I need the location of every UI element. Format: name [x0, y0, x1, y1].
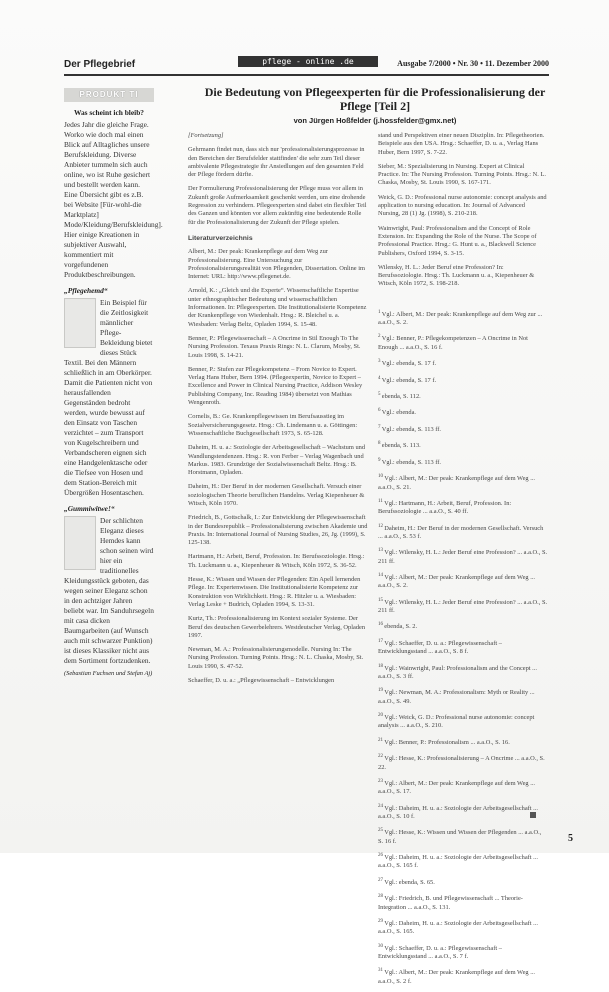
footnotes-list: [378, 309, 548, 986]
gummi-image: [64, 516, 96, 570]
sidebar-title: Was scheint ich bleib?: [73, 108, 145, 117]
references-list-left: [188, 248, 368, 685]
article-column-left: [188, 132, 368, 691]
reference-entry: Arnold, K.: „Gleich und die Experte“. Wissenschaftliche Expertise unter ethnographischer Bedeutung und wissenschaftlichen Informationen. In: Pflegeexperten. Die Institutionalisierte Kompetenz der Krankenpflege von Wiedenhalt. Hrsg.: R. Bleichel u. a. Wiesbaden: Verlag Beltz, Opladen 1994, S. 15-48.: [188, 287, 367, 328]
footnote-entry: $^4$ Vgl.: ebenda, S. 17 f.: [378, 375, 437, 384]
footnote-entry: $^{13}$ Vgl.: Wilensky, H. L.: Jeder Beruf eine Profession? ... a.a.O., S. 211 ff.: [378, 548, 548, 565]
footnote-entry: $^3$ Vgl.: ebenda, S. 17 f.: [378, 359, 437, 368]
continuation-note: [Fortsetzung]: [188, 132, 224, 139]
footnote-entry: $^7$ Vgl.: ebenda, S. 113 ff.: [378, 424, 442, 433]
reference-entry: Benner, P.: Stufen zur Pflegekompetenz – From Novice to Expert. Verlag Hans Huber, Bern 1994. (Pflegeexpertin, Novice to Expert – Excellence and Power in Clinical Nursing Practice, Addison Wesley Publishing Company, Inc. Reading 1984) übersetzt von Mathias Wengenroth.: [188, 365, 363, 407]
reference-entry: Friedrich, B., Gottschalk, I.: Zur Entwicklung der Pflegewissenschaft in der Bundesrepublik – Professionalisierung zwischen Akademie und Praxis. In: International Journal of Nursing Studies, 26, Jg. (1999), S. 125-138.: [188, 514, 368, 547]
reference-entry: Schaeffer, D. u. a.: „Pflegewissenschaft – Entwicklungen: [188, 677, 335, 685]
reference-entry: Cornelis, B.: Ge. Krankenpflegewissen im Berufsausstieg im Sozialversicherungsgesetz. Hrsg.: Ch. Lindemann u. a. Göttingen: Wissenschaftliche Buchgesellschaft 1973, S. 65-128.: [188, 413, 358, 437]
sidebar-intro: Jedes Jahr die gleiche Frage. Worko wie doch mal einen Blick auf Alltagliches unsere Berufskleidung. Diverse Anbieter tummeln sich auch online, wo ist Ruhe gesichert und bestellt werden kann. Eine Übersicht gibt es z.B. bei Website [Für-wohl-die Marktplatz] Mode/Kleidung/Berufskleidung]. Hier einige Kreationen in subjektiver Auswahl, kommentiert mit vorgefundenen Produktbeschreibungen.: [64, 120, 163, 279]
reference-entry: stand und Perspektiven einer neuen Disziplin. In: Pflegetheorien. Beispiele aus den USA. Hrsg.: Schaeffer, D. u. a., Verlag Hans Huber, Bern 1997, S. 7-22.: [378, 132, 545, 156]
reference-entry: Hesse, K.: Wissen und Wissen der Pflegenden: Ein Apell lernenden Pflege. In: Expertenwissen. Die Institutionalisierte Kompetenz zur Konstruktion von Wirklichkeit. Hrsg.: R. Hitzler u. a. Wiesbaden: Verlag Leske + Budrich, Opladen 1994, S. 13-31.: [188, 576, 361, 608]
article-byline: von Jürgen Hoßfelder (j.hossfelder@gmx.net): [293, 116, 457, 125]
footnote-entry: $^6$ Vgl.: ebenda.: [378, 408, 416, 417]
footnote-entry: $^{27}$ Vgl.: ebenda, S. 65.: [378, 877, 435, 886]
reference-entry: Daheim, H.: Der Beruf in der modernen Gesellschaft. Versuch einer soziologischen Theorie beruflichen Handelns. Verlag Kiepenheuer & Witsch, Köln 1970.: [188, 483, 365, 507]
reference-entry: Weick, G. D.: Professional nurse autonomie: concept analysis and application to nursing education. In: Journal of Advanced Nursing, 28 (1) Jg. (1998), S. 210-218.: [378, 193, 547, 218]
reference-entry: Wilensky, H. L.: Jeder Beruf eine Profession? In: Berufssoziologie. Hrsg.: Th. Luckmann u. a., Kiepenheuer & Witsch, Köln 1972, S. 198-218.: [378, 263, 535, 288]
reference-entry: Kurtz, Th.: Professionalisierung im Kontext sozialer Systeme. Der Beruf des deutschen Gewerbelehrers. Westdeutscher Verlag, Opladen 1997.: [188, 615, 366, 639]
reference-entry: Sieber, M.: Spezialisierung in Nursing. Expert at Clinical Practice. In: The Nursing Profession. Turning Points. Hrsg.: N. L. Chaska, Mosby, St. Louis 1990, S. 167-171.: [378, 162, 546, 187]
references-list-right: [378, 132, 548, 289]
sidebar-column: [64, 88, 163, 679]
references-heading: Literaturverzeichnis: [188, 234, 253, 242]
footnote-entry: $^{17}$ Vgl.: Schaeffer, D. u. a.: Pflegewissenschaft – Entwicklungsstand ... a.a.O., S. 8 f.: [378, 638, 502, 656]
footnote-entry: $^{28}$ Vgl.: Friedrich, B. und Pflegewissenschaft ... Theorie-Integration ... a.a.O., S. 131.: [378, 894, 523, 911]
sidebar-item2-text: Der schlichten Eleganz dieses Hemdes kann schon seinen wird hier ein traditionelles Kleidungsstück geboten, das wegen seiner Eleganz schon in den achtziger Jahren beliebt war. Im Sanduhrsegeln mit casa dicken Baumgarbeiten (auf Wunsch auch mit schwarzer Punktion) ist dieses Klassiker nicht aus dem Sortiment fortzudenken.: [64, 516, 154, 665]
issue-info: Ausgabe 7/2000 • Nr. 30 • 11. Dezember 2000: [397, 59, 549, 68]
reference-entry: Newman, M. A.: Professionalisierungsmodelle. Nursing In: The Nursing Profession. Turning Points. Hrsg.: N. L. Chaska, Mosby, St. Louis 1990, S. 47-52.: [188, 646, 364, 670]
footnote-entry: $^{24}$ Vgl.: Daheim, H. u. a.: Soziologie der Arbeitsgesellschaft ... a.a.O., S. 10 f.: [378, 803, 538, 821]
end-mark: [530, 812, 536, 818]
footnote-entry: $^{21}$ Vgl.: Benner, P.: Professionalism ... a.a.O., S. 16.: [378, 737, 510, 746]
footnote-entry: $^1$ Vgl.: Albert, M.: Der peak: Krankenpflege auf dem Weg zur ... a.a.O., S. 2.: [378, 309, 543, 327]
brand-title: Der Pflegebrief: [64, 59, 136, 70]
article-column-right: [378, 132, 548, 992]
masthead: [64, 56, 549, 76]
footnote-entry: $^{15}$ Vgl.: Wilensky, H. L.: Jeder Beruf eine Profession? ... a.a.O., S. 211 ff.: [378, 597, 548, 615]
pflegehemd-image: [64, 298, 96, 348]
reference-entry: Wainwright, Paul: Professionalism and the Concept of Role Extension. In: Expanding the Role of the Nurse. The Scope of Professional Practice. Hrsg.: G. Hunt u. a., Blackwell Science Publishers, Oxford 1994, S. 3-15.: [378, 224, 537, 257]
footnote-entry: $^{29}$ Vgl.: Daheim, H. u. a.: Soziologie der Arbeitsgesellschaft ... a.a.O., S. 165.: [378, 918, 538, 936]
footnote-entry: $^{31}$ Vgl.: Albert, M.: Der peak: Krankenpflege auf dem Weg ... a.a.O., S. 2 f.: [378, 968, 535, 985]
page-number: 5: [568, 833, 573, 844]
sidebar-header: PRODUKT TI: [64, 88, 154, 102]
footnote-entry: $^2$ Vgl.: Benner, P.: Pflegekompetenzen – A Oncrime in Not Enough ... a.a.O., S. 16 f.: [378, 334, 528, 351]
footnote-entry: $^{14}$ Vgl.: Albert, M.: Der peak: Krankenpflege auf dem Weg ... a.a.O., S. 2.: [378, 573, 535, 590]
sidebar-item1-title: „Pflegehemd“: [64, 286, 108, 295]
footnote-entry: $^5$ ebenda, S. 112.: [378, 392, 421, 401]
footnote-entry: $^{26}$ Vgl.: Daheim, H. u. a.: Soziologie der Arbeitsgesellschaft ... a.a.O., S. 165 f.: [378, 853, 538, 870]
footnote-entry: $^9$ Vgl.: ebenda, S. 113 ff.: [378, 457, 442, 466]
footnote-entry: $^{10}$ Vgl.: Albert, M.: Der peak: Krankenpflege auf dem Weg ... a.a.O., S. 21.: [378, 474, 535, 491]
site-logo: pflege - online .de: [238, 56, 378, 67]
footnote-entry: $^{22}$ Vgl.: Hesse, K.: Professionalisierung – A Oncrime ... a.a.O., S. 22.: [378, 754, 545, 771]
footnote-entry: $^{20}$ Vgl.: Weick, G. D.: Professional nurse autonomie: concept analysis ... a.a.O., S. 210.: [378, 713, 535, 730]
article-paragraph-1: Gehrmann findet nun, dass sich nur 'professionalisierungsprozesse in den Bereichen der Berufsfelder stattfinden' die sehr zum Teil dieser ambivalente Pflegestrategie ihr Ansiedlungen auf den gesamten Feld der Pflege fördern dürfte.: [188, 146, 365, 179]
reference-entry: Hartmann, H.: Arbeit, Beruf, Profession. In: Berufssoziologie. Hrsg.: Th. Luckmann u. a., Kiepenheuer & Witsch, Köln 1972, S. 36-52.: [188, 553, 365, 569]
footnote-entry: $^{23}$ Vgl.: Albert, M.: Der peak: Krankenpflege auf dem Weg ... a.a.O., S. 17.: [378, 778, 535, 796]
footnote-entry: $^{11}$ Vgl.: Hartmann, H.: Arbeit, Beruf, Profession. In: Berufssoziologie ... a.a.O., S. 40 ff.: [378, 498, 512, 516]
article-title: Die Bedeutung von Pflegeexperten für die Professionalisierung der Pflege [Teil 2]: [204, 85, 546, 113]
footnote-entry: $^8$ ebenda, S. 113.: [378, 441, 421, 450]
reference-entry: Benner, P.: Pflegewissenschaft – A Oncrime in Stil Enough To The Nursing Profession. Texaus Praxis Rings: N. L. Clarum, Mosby, St. Louis 1998, S. 14-21.: [188, 334, 361, 359]
reference-entry: Albert, M.: Der peak: Krankenpflege auf dem Weg zur Professionalisierung. Eine Untersuchung zur Professionalisierungsrealität von Pflegenden, Dissertation. Online im Internet: URL: http://www.pflegenet.de.: [188, 248, 365, 281]
sidebar-item2-title: „Gummiwitwe!“: [64, 504, 115, 513]
footnote-entry: $^{25}$ Vgl.: Hesse, K.: Wissen und Wissen der Pflegenden ... a.a.O., S. 16 f.: [378, 828, 542, 845]
sidebar-credit: (Sebastian Fuchsen und Stefan Aj): [64, 670, 153, 677]
footnote-entry: $^{30}$ Vgl.: Schaeffer, D. u. a.: Pflegewissenschaft – Entwicklungsstand ... a.a.O., S. 7 f.: [378, 943, 502, 961]
article-paragraph-2: Der Formulierung Professionalisierung der Pflege muss vor allem in Zukunft große Aufmerksamkeit geschenkt werden, um eine drohende Regression zu verhindern. Pflegeexperten sind dabei ein flexibler Teil des Ganzen und könnten vor allem zukünftig eine bedeutende Rolle für die Professionalisierung der Zukunft der Pflege spielen.: [188, 185, 367, 226]
footnote-entry: $^{19}$ Vgl.: Newman, M. A.: Professionalism: Myth or Reality ... a.a.O., S. 49.: [378, 688, 535, 705]
sidebar-item1-text: Ein Beispiel für die Zeitlosigkeit männlicher Pflege-Bekleidung bietet dieses Stück Textil. Bei den Männern schließlich in am Oberkörper. Damit die Patienten nicht von herausfallenden Gegenständen bedroht werden, wurde bewusst auf den Einsatz von Taschen verzichtet – zum Transport von Kugelschreibern und Verbandscheren eignen sich eine Handgelenktasche oder die Tiefsee von Hosen und dem Station-Bereich mit Übergrößen Hosentaschen.: [64, 298, 153, 497]
footnote-entry: $^{16}$ ebenda, S. 2.: [378, 622, 418, 631]
footnote-entry: $^{12}$ Daheim, H.: Der Beruf in der modernen Gesellschaft. Versuch ... a.a.O., S. 53 f.: [378, 523, 544, 540]
reference-entry: Daheim, H. u. a.: Soziologie der Arbeitsgesellschaft – Wachstum und Wandlungstendenzen. Hrsg.: R. von Ferber – Verlag Wagenbach und Markus. 1983. Grundzüge der Sozialwissenschaft Beltz. Hrsg.: B. Horstmann, Opladen.: [188, 444, 366, 477]
footnote-entry: $^{18}$ Vgl.: Wainwright, Paul: Professionalism and the Concept ... a.a.O., S. 3 ff.: [378, 663, 537, 681]
